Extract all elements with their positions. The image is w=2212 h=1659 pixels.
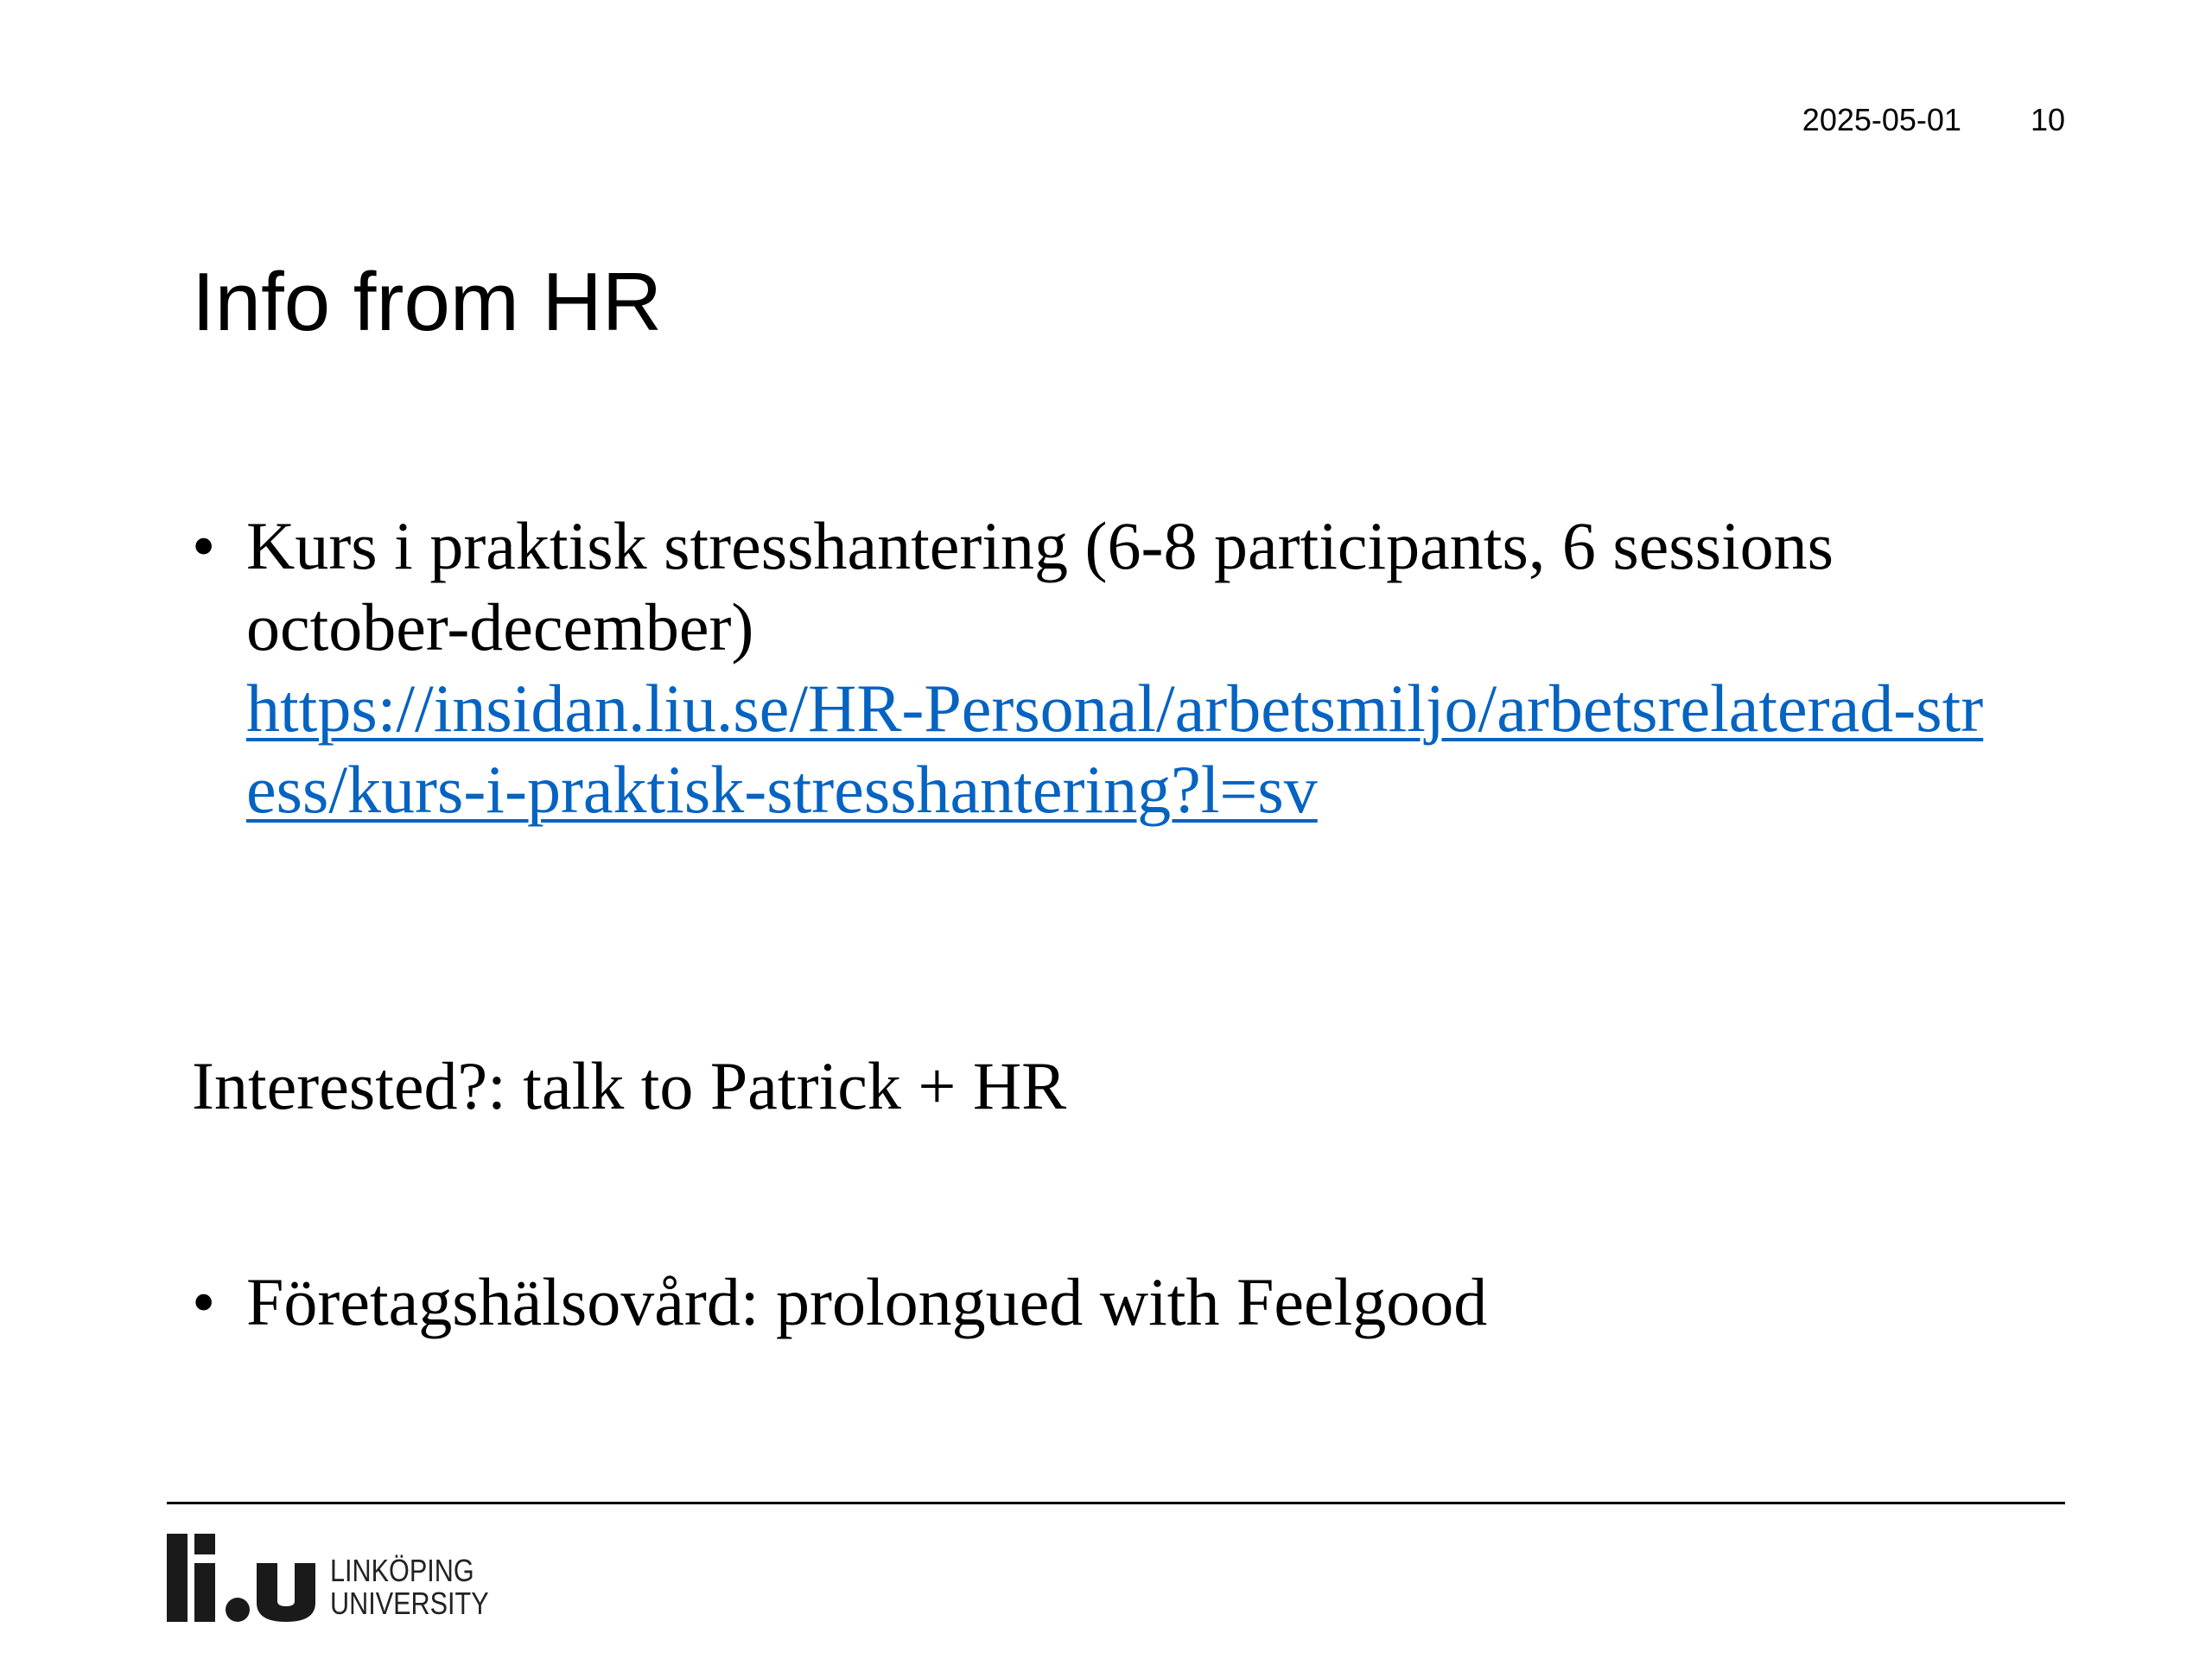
bullet-item-occupational-health xyxy=(192,1262,1989,1343)
logo-line-2: UNIVERSITY xyxy=(330,1586,489,1621)
bullet-text: Företagshälsovård: prolongued with Feelgood xyxy=(246,1264,1488,1339)
bullet-item-stress-course xyxy=(192,505,1989,830)
bullet-marker: • xyxy=(192,508,216,583)
interested-line: Interested?: talk to Patrick + HR xyxy=(192,1048,1067,1123)
bullet-text: Kurs i praktisk stresshantering (6-8 participants, 6 sessions october-december) xyxy=(246,508,1834,664)
bullet-content xyxy=(246,505,1989,830)
stress-course-link[interactable]: https://insidan.liu.se/HR-Personal/arbetsmiljo/arbetsrelaterad-stress/kurs-i-praktisk-stresshantering?l=sv xyxy=(246,671,1984,827)
slide-number: 10 xyxy=(2030,102,2065,137)
liu-logo-mark-icon xyxy=(167,1534,318,1622)
slide-title: Info from HR xyxy=(192,256,663,348)
liu-logo xyxy=(167,1534,517,1622)
slide-date: 2025-05-01 xyxy=(1802,102,1961,137)
footer-divider xyxy=(167,1502,2065,1504)
logo-line-1: LINKÖPING xyxy=(330,1553,474,1588)
liu-logo-text xyxy=(330,1554,489,1622)
bullet-marker: • xyxy=(192,1264,216,1339)
slide-header-meta xyxy=(1802,102,2065,138)
